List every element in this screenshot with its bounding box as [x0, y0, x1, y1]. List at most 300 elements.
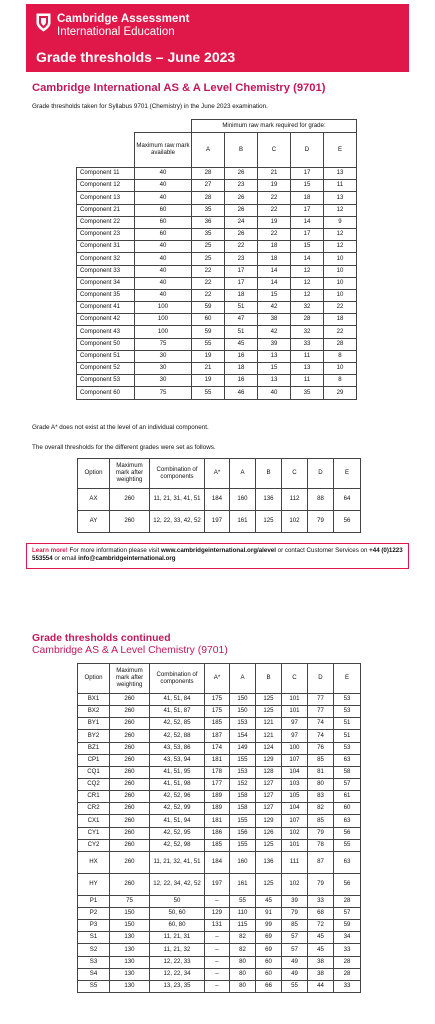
table-cell: 13, 23, 35 — [150, 980, 205, 992]
table-cell: 125 — [256, 706, 282, 718]
table-cell: 12 — [291, 289, 324, 301]
table-cell: 10 — [324, 363, 357, 375]
table-cell: 131 — [205, 920, 230, 932]
row-label: S3 — [78, 956, 110, 968]
table-cell: 42, 52, 95 — [150, 827, 205, 839]
table-cell: 35 — [192, 228, 225, 240]
table-row — [78, 920, 361, 932]
table-cell: 13 — [258, 350, 291, 362]
table-cell: 102 — [282, 511, 308, 533]
table-cell: 25 — [192, 241, 225, 253]
table-cell: 59 — [192, 302, 225, 314]
row-label: Component 12 — [77, 180, 135, 192]
table-cell: 150 — [110, 920, 150, 932]
row-label: AY — [78, 511, 110, 533]
table-cell: 80 — [230, 968, 256, 980]
phone-number: +44 (0)1223 553554 — [32, 547, 403, 563]
table-cell: 121 — [256, 730, 282, 742]
table-row — [78, 956, 361, 968]
table-cell: 12, 22, 33 — [150, 956, 205, 968]
table-cell: 42, 52, 99 — [150, 803, 205, 815]
table-cell: 260 — [110, 511, 150, 533]
table-cell: 100 — [135, 302, 192, 314]
table-cell: 12 — [324, 241, 357, 253]
table-row — [77, 289, 357, 301]
table-cell: 101 — [282, 706, 308, 718]
row-label: CY1 — [78, 827, 110, 839]
table-cell: 10 — [324, 289, 357, 301]
table-cell: 136 — [256, 489, 282, 511]
option-thresholds-table — [77, 663, 361, 993]
row-label: CR2 — [78, 803, 110, 815]
email-link[interactable]: info@cambridgeinternational.org — [78, 555, 176, 563]
table-cell: 55 — [192, 387, 225, 399]
row-label: Component 23 — [77, 228, 135, 240]
table-cell: 177 — [205, 778, 230, 790]
table-cell: 17 — [291, 228, 324, 240]
table-cell: 14 — [291, 216, 324, 228]
table-cell: 74 — [308, 730, 334, 742]
table-cell: 15 — [258, 289, 291, 301]
table-cell: 80 — [308, 778, 334, 790]
table-cell: 178 — [205, 766, 230, 778]
table-cell: 60 — [256, 956, 282, 968]
col-header-max-mark: Maximum raw mark available — [135, 133, 192, 168]
table-cell: 10 — [324, 277, 357, 289]
table-row — [77, 326, 357, 338]
astar-note: Grade A* does not exist at the level of an individual component. — [32, 424, 209, 431]
table-cell: 160 — [230, 851, 256, 873]
table-cell: 36 — [192, 216, 225, 228]
table-cell: 153 — [230, 718, 256, 730]
table-cell: 64 — [334, 489, 361, 511]
table-cell: 18 — [291, 192, 324, 204]
table-row — [77, 265, 357, 277]
col-header: B — [256, 664, 282, 694]
table-cell: 45 — [256, 895, 282, 907]
row-label: Component 32 — [77, 253, 135, 265]
table-cell: 22 — [192, 265, 225, 277]
table-row — [78, 980, 361, 992]
table-cell: 185 — [205, 718, 230, 730]
table-cell: 12, 22, 34 — [150, 968, 205, 980]
table-cell: – — [205, 932, 230, 944]
table-cell: 75 — [135, 338, 192, 350]
row-label: Component 13 — [77, 192, 135, 204]
table-cell: 100 — [135, 314, 192, 326]
table-cell: 79 — [308, 511, 334, 533]
table-cell: 66 — [256, 980, 282, 992]
table-cell: 129 — [205, 907, 230, 919]
table-cell: 40 — [135, 289, 192, 301]
table-cell: 58 — [334, 766, 361, 778]
col-header: A* — [205, 459, 230, 489]
table-cell: 79 — [308, 827, 334, 839]
table-cell: 22 — [258, 228, 291, 240]
table-row — [78, 932, 361, 944]
table-cell: 260 — [110, 778, 150, 790]
table-cell: 127 — [256, 778, 282, 790]
table-cell: 124 — [256, 742, 282, 754]
table-cell: 26 — [225, 204, 258, 216]
table-row — [77, 228, 357, 240]
row-label: BZ1 — [78, 742, 110, 754]
table-cell: 57 — [334, 778, 361, 790]
website-link[interactable]: www.cambridgeinternational.org/alevel — [160, 547, 276, 554]
row-label: CQ2 — [78, 778, 110, 790]
table-cell: 55 — [192, 338, 225, 350]
table-row — [77, 253, 357, 265]
row-label: Component 22 — [77, 216, 135, 228]
row-label: Component 34 — [77, 277, 135, 289]
col-header: A — [230, 459, 256, 489]
table-cell: 12, 22, 34, 42, 52 — [150, 873, 205, 895]
table-row — [77, 277, 357, 289]
table-cell: 79 — [282, 907, 308, 919]
row-label: P1 — [78, 895, 110, 907]
table-cell: 22 — [258, 204, 291, 216]
table-cell: 72 — [308, 920, 334, 932]
table-cell: 127 — [256, 791, 282, 803]
table-cell: 14 — [291, 253, 324, 265]
table-cell: 130 — [110, 968, 150, 980]
table-cell: 32 — [291, 326, 324, 338]
table-cell: 104 — [282, 766, 308, 778]
row-label: P3 — [78, 920, 110, 932]
table-cell: 107 — [282, 815, 308, 827]
table-cell: 59 — [334, 920, 361, 932]
table-cell: 21 — [192, 363, 225, 375]
table-cell: 56 — [334, 827, 361, 839]
table-cell: 103 — [282, 778, 308, 790]
table-cell: 184 — [205, 851, 230, 873]
row-label: Component 52 — [77, 363, 135, 375]
table-cell: 174 — [205, 742, 230, 754]
table-cell: 53 — [334, 694, 361, 706]
col-header: Option — [78, 664, 110, 694]
table-row — [77, 192, 357, 204]
table-cell: – — [205, 956, 230, 968]
table-cell: 19 — [258, 180, 291, 192]
table-cell: 88 — [308, 489, 334, 511]
table-cell: 8 — [324, 350, 357, 362]
row-label: Component 33 — [77, 265, 135, 277]
table-cell: 10 — [324, 265, 357, 277]
table-cell: 77 — [308, 694, 334, 706]
table-cell: 99 — [256, 920, 282, 932]
continued-subtitle: Cambridge AS & A Level Chemistry (9701) — [32, 645, 228, 656]
table-row — [78, 944, 361, 956]
row-label: S5 — [78, 980, 110, 992]
col-header: A — [230, 664, 256, 694]
col-header: D — [308, 664, 334, 694]
table-row — [78, 815, 361, 827]
table-row — [77, 216, 357, 228]
table-row — [77, 180, 357, 192]
table-cell: 21 — [258, 168, 291, 180]
syllabus-title: Cambridge International AS & A Level Chemistry (9701) — [32, 82, 326, 94]
table-cell: 17 — [291, 168, 324, 180]
table-cell: 260 — [110, 754, 150, 766]
table-row — [77, 168, 357, 180]
table-cell: 10 — [324, 253, 357, 265]
table-cell: 18 — [225, 289, 258, 301]
col-header: E — [334, 664, 361, 694]
table-cell: 91 — [256, 907, 282, 919]
table-cell: 189 — [205, 803, 230, 815]
table-cell: 60, 80 — [150, 920, 205, 932]
table-cell: – — [205, 895, 230, 907]
table-row — [78, 706, 361, 718]
table-cell: 63 — [334, 754, 361, 766]
table-cell: 87 — [308, 851, 334, 873]
table-cell: 8 — [324, 375, 357, 387]
table-cell: 19 — [258, 216, 291, 228]
table-cell: 260 — [110, 873, 150, 895]
table-cell: 115 — [230, 920, 256, 932]
learn-more-label: Learn more! — [32, 547, 68, 554]
table-cell: 260 — [110, 742, 150, 754]
col-header: Maximum mark after weighting — [110, 459, 150, 489]
table-cell: 41, 51, 87 — [150, 706, 205, 718]
col-header-grade: E — [324, 133, 357, 168]
table-cell: 18 — [225, 363, 258, 375]
table-cell: 130 — [110, 956, 150, 968]
table-row — [78, 895, 361, 907]
table-row — [77, 350, 357, 362]
table-cell: 197 — [205, 511, 230, 533]
table-cell: 260 — [110, 694, 150, 706]
col-header: A* — [205, 664, 230, 694]
table-cell: 12 — [291, 277, 324, 289]
table-cell: 32 — [291, 302, 324, 314]
table-cell: 102 — [282, 827, 308, 839]
table-cell: 102 — [282, 873, 308, 895]
table-cell: 14 — [258, 265, 291, 277]
table-cell: 186 — [205, 827, 230, 839]
table-cell: 77 — [308, 706, 334, 718]
table-cell: 56 — [334, 873, 361, 895]
table-corner — [77, 120, 135, 133]
table-cell: 40 — [135, 241, 192, 253]
table-cell: 24 — [225, 216, 258, 228]
table-cell: 175 — [205, 694, 230, 706]
table-cell: 38 — [308, 968, 334, 980]
table-cell: 100 — [282, 742, 308, 754]
col-header: Combination of components — [150, 664, 205, 694]
table-cell: 181 — [205, 754, 230, 766]
col-header-grade: C — [258, 133, 291, 168]
table-cell: 55 — [282, 980, 308, 992]
table-cell: 11, 21, 31 — [150, 932, 205, 944]
table-cell: 158 — [230, 791, 256, 803]
table-cell: 26 — [225, 228, 258, 240]
table-cell: 105 — [282, 791, 308, 803]
table-row — [78, 489, 361, 511]
table-cell: 41, 51, 98 — [150, 778, 205, 790]
table-cell: 161 — [230, 511, 256, 533]
table-cell: 26 — [225, 168, 258, 180]
table-cell: 110 — [230, 907, 256, 919]
table-cell: 75 — [135, 387, 192, 399]
table-cell: 63 — [334, 851, 361, 873]
table-cell: 59 — [192, 326, 225, 338]
table-cell: 22 — [324, 302, 357, 314]
table-cell: 149 — [230, 742, 256, 754]
col-header: C — [282, 664, 308, 694]
row-label: BY2 — [78, 730, 110, 742]
table-cell: 38 — [258, 314, 291, 326]
col-header: B — [256, 459, 282, 489]
table-cell: 57 — [282, 932, 308, 944]
table-row — [78, 766, 361, 778]
table-row — [78, 730, 361, 742]
table-cell: 17 — [225, 277, 258, 289]
table-cell: 260 — [110, 766, 150, 778]
table-cell: 129 — [256, 754, 282, 766]
table-cell: 80 — [230, 980, 256, 992]
table-row — [78, 791, 361, 803]
row-label: Component 53 — [77, 375, 135, 387]
row-label: BX1 — [78, 694, 110, 706]
table-cell: 260 — [110, 839, 150, 851]
table-cell: 53 — [334, 742, 361, 754]
row-label: S1 — [78, 932, 110, 944]
table-cell: 22 — [258, 192, 291, 204]
table-cell: 125 — [256, 839, 282, 851]
table-row — [78, 511, 361, 533]
row-label: Component 11 — [77, 168, 135, 180]
table-cell: 57 — [334, 907, 361, 919]
table-row — [77, 241, 357, 253]
table-cell: 19 — [192, 375, 225, 387]
table-cell: 260 — [110, 815, 150, 827]
table-cell: 125 — [256, 511, 282, 533]
table-cell: 17 — [225, 265, 258, 277]
table-cell: 49 — [282, 968, 308, 980]
table-cell: 14 — [258, 277, 291, 289]
col-header-grade: B — [225, 133, 258, 168]
row-label: Component 50 — [77, 338, 135, 350]
table-cell: 150 — [110, 907, 150, 919]
table-cell: 85 — [282, 920, 308, 932]
row-label: Component 35 — [77, 289, 135, 301]
table-cell: 69 — [256, 944, 282, 956]
table-cell: 28 — [334, 956, 361, 968]
shield-logo-icon — [36, 13, 51, 32]
table-cell: 19 — [192, 350, 225, 362]
table-cell: 41, 51, 95 — [150, 766, 205, 778]
table-cell: 154 — [230, 730, 256, 742]
page-title: Grade thresholds – June 2023 — [36, 49, 236, 65]
table-cell: 60 — [256, 968, 282, 980]
table-cell: 11, 21, 32 — [150, 944, 205, 956]
col-header: Option — [78, 459, 110, 489]
table-cell: 12 — [324, 228, 357, 240]
table-row — [78, 754, 361, 766]
table-cell: 11, 21, 31, 41, 51 — [150, 489, 205, 511]
table-cell: 25 — [192, 253, 225, 265]
table-cell: 45 — [308, 932, 334, 944]
col-header-grade: D — [291, 133, 324, 168]
row-label: Component 31 — [77, 241, 135, 253]
table-cell: 22 — [225, 241, 258, 253]
table-cell: 40 — [135, 277, 192, 289]
table-cell: 63 — [334, 815, 361, 827]
table-cell: 39 — [282, 895, 308, 907]
table-cell: 33 — [291, 338, 324, 350]
table-cell: 15 — [291, 241, 324, 253]
table-cell: 125 — [256, 694, 282, 706]
table-row — [78, 839, 361, 851]
table-row — [77, 302, 357, 314]
table-cell: 28 — [334, 895, 361, 907]
table-cell: 11, 21, 32, 41, 51 — [150, 851, 205, 873]
col-header: D — [308, 459, 334, 489]
table-cell: 155 — [230, 815, 256, 827]
table-cell: 76 — [308, 742, 334, 754]
table-cell: 40 — [135, 180, 192, 192]
table-cell: 260 — [110, 851, 150, 873]
table-row — [78, 694, 361, 706]
row-label: S4 — [78, 968, 110, 980]
table-cell: 81 — [308, 766, 334, 778]
col-header: C — [282, 459, 308, 489]
table-cell: 40 — [258, 387, 291, 399]
table-cell: 30 — [135, 375, 192, 387]
table-cell: 112 — [282, 489, 308, 511]
table-cell: 101 — [282, 839, 308, 851]
table-cell: 185 — [205, 839, 230, 851]
table-cell: 30 — [135, 350, 192, 362]
table-cell: 85 — [308, 815, 334, 827]
table-cell: 130 — [110, 932, 150, 944]
table-cell: 97 — [282, 730, 308, 742]
table-corner — [77, 133, 135, 168]
table-cell: 18 — [258, 253, 291, 265]
table-cell: 35 — [291, 387, 324, 399]
table-cell: 22 — [192, 289, 225, 301]
table-cell: 12 — [291, 265, 324, 277]
table-cell: 13 — [324, 168, 357, 180]
table-row — [78, 968, 361, 980]
table-cell: 11 — [291, 375, 324, 387]
table-cell: 69 — [256, 932, 282, 944]
row-label: CP1 — [78, 754, 110, 766]
table-cell: 152 — [230, 778, 256, 790]
table-cell: 97 — [282, 718, 308, 730]
page-header — [26, 4, 409, 72]
table-cell: 130 — [110, 944, 150, 956]
row-label: HY — [78, 873, 110, 895]
table-cell: 79 — [308, 873, 334, 895]
row-label: S2 — [78, 944, 110, 956]
table-cell: 197 — [205, 873, 230, 895]
table-cell: 12 — [324, 204, 357, 216]
table-cell: 44 — [308, 980, 334, 992]
table-row — [78, 873, 361, 895]
table-cell: 40 — [135, 192, 192, 204]
table-row — [78, 827, 361, 839]
table-cell: 33 — [334, 944, 361, 956]
table-cell: 83 — [308, 791, 334, 803]
table-cell: 11 — [324, 180, 357, 192]
table-cell: 60 — [334, 803, 361, 815]
table-cell: 13 — [324, 192, 357, 204]
table-cell: 13 — [258, 375, 291, 387]
table-cell: 129 — [256, 815, 282, 827]
table-cell: 68 — [308, 907, 334, 919]
